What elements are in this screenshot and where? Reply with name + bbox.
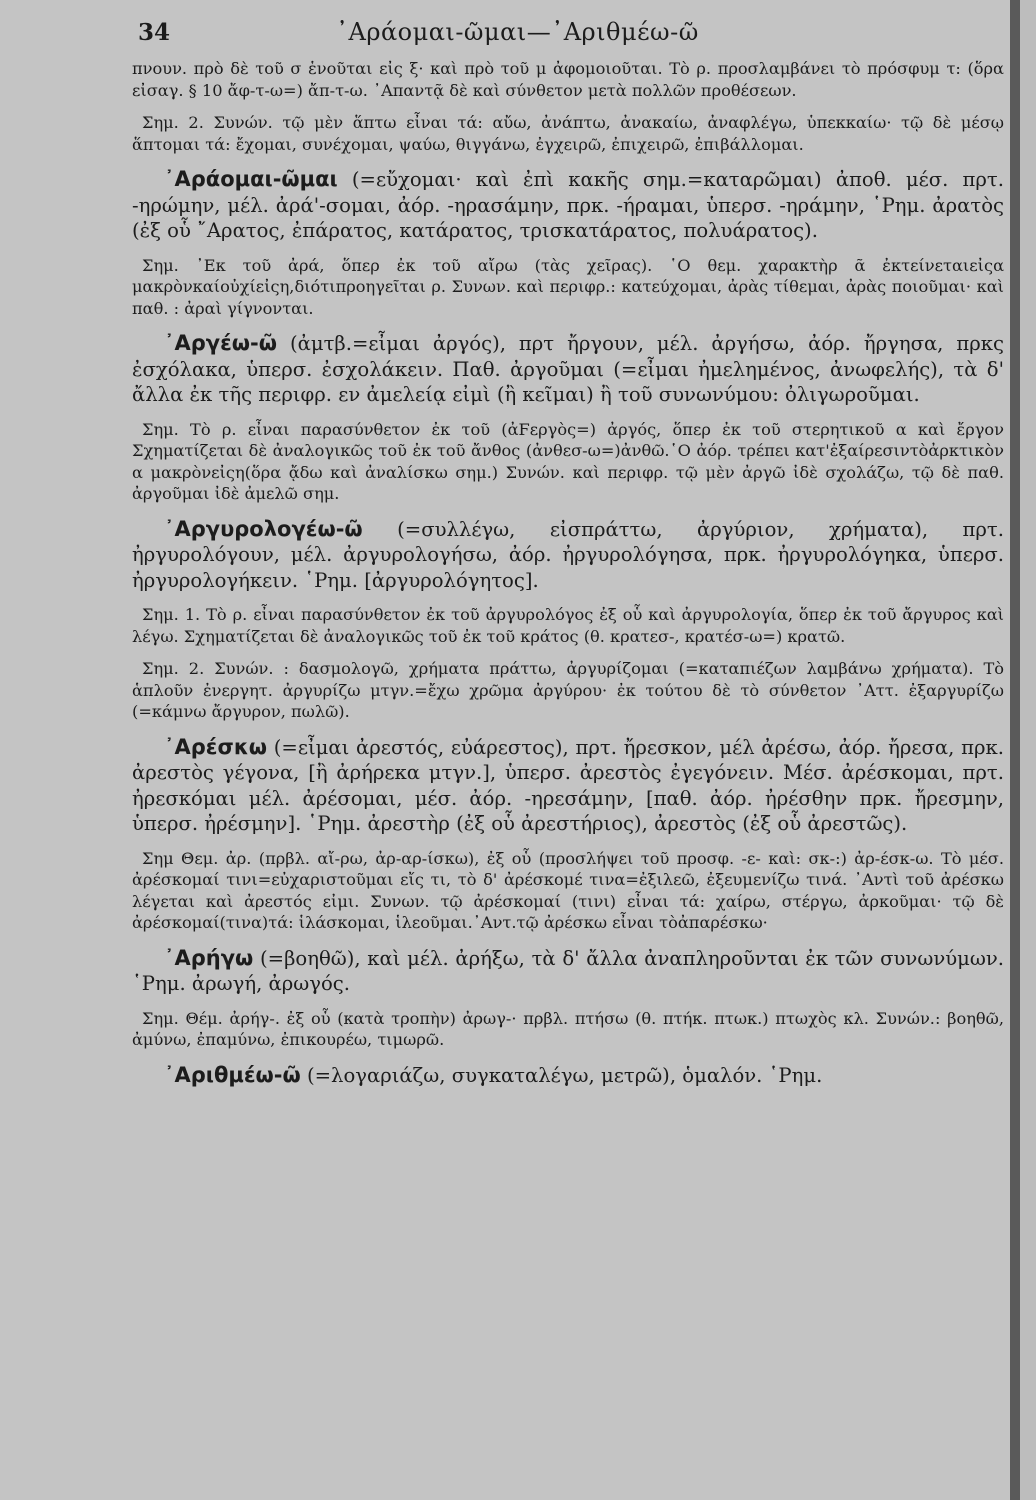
entry-headword: ᾿Αράομαι-ῶμαι: [164, 167, 338, 191]
entry-body: (=βοηθῶ), καὶ μέλ. ἀρήξω, τὰ δ' ἄλλα ἀναπληροῦνται ἐκ τῶν συνωνύμων. ῾Ρημ. ἀρωγή, ἀρωγός.: [132, 946, 1004, 995]
dictionary-entry: [132, 167, 1004, 244]
entry-body: (=συλλέγω, εἰσπράττω, ἀργύριον, χρήματα), πρτ. ἠργυρολόγουν, μέλ. ἀργυρολογήσω, ἀόρ. ἠργυρολόγησα, πρκ. ἠργυρολόγηκα, ὑπερσ. ἠργυρολογήκειν. ῾Ρημ. [ἀργυρολόγητος].: [132, 517, 1004, 592]
entry-body: (=εἶμαι ἀρεστός, εὐάρεστος), πρτ. ἤρεσκον, μέλ ἀρέσω, ἀόρ. ἤρεσα, πρκ. ἀρεστὸς γέγονα, [ἢ ἀρήρεκα μτγν.], ὑπερσ. ἀρεστὸς ἐγεγόνειν. Μέσ. ἀρέσκομαι, πρτ. ἠρεσκόμαι μέλ. ἀρέσομαι, μέσ. ἀόρ. -ηρεσάμην, [παθ. ἀόρ. ἠρέσθην πρκ. ἤρεσμην, ὑπερσ. ἠρέσμην]. ῾Ρημ. ἀρεστὴρ (ἐξ οὗ ἀρεστήριος), ἀρεστὸς (ἐξ οὗ ἀρεστῶς).: [132, 735, 1005, 835]
dictionary-entry: [132, 946, 1004, 997]
entry-body: (=λογαριάζω, συγκαταλέγω, μετρῶ), ὁμαλόν. ῾Ρημ.: [307, 1063, 823, 1087]
running-title: ᾿Αράομαι-ῶμαι—᾿Αριθμέω-ῶ: [336, 18, 699, 46]
page-header: [138, 18, 1004, 58]
note-paragraph: Σημ Θεμ. ἀρ. (πρβλ. αἴ-ρω, ἀρ-αρ-ίσκω), ἐξ οὗ (προσλήψει τοῦ προσφ. -ε- καὶ: σκ-:) ἀρ-έσκ-ω. Τὸ μέσ. ἀρέσκομαί τινι=εὐχαριστοῦμαι εἴς τι, τὸ δ' ἀρέσκομέ τινα=ἐξιλεῶ, ἐξευμενίζω τινά. ᾿Αντὶ τοῦ ἀρέσκω λέγεται καὶ ἀρεστός εἰμι. Συνων. τῷ ἀρέσκομαί (τινι) εἶναι τά: χαίρω, στέργω, ἀρκοῦμαι· τῷ δὲ ἀρέσκομαί(τινα)τά: ἱλάσκομαι, ἱλεοῦμαι.᾿Αντ.τῷ ἀρέσκω εἶναι τὸἀπαρέσκω·: [132, 848, 1004, 932]
dictionary-entry: [132, 1063, 1004, 1089]
note-paragraph: Σημ. Τὸ ρ. εἶναι παρασύνθετον ἐκ τοῦ (ἀϜεργὸς=) ἀργός, ὅπερ ἐκ τοῦ στερητικοῦ α καὶ ἔργον Σχηματίζεται δὲ ἀναλογικῶς τοῦ ἐκ τοῦ ἄνθος (ἀνθεσ-ω=)ἀνθῶ.῾Ο ἀόρ. τρέπει κατ'ἐξαίρεσιντὸἀρκτικὸν α μακρὸνεἰςη(ὅρα ᾄδω καὶ ἀναλίσκω σημ.) Συνών. καὶ περιφρ. τῷ μὲν ἀργῶ ἰδὲ σχολάζω, τῷ δὲ παθ. ἀργοῦμαι ἰδὲ ἀμελῶ σημ.: [132, 419, 1004, 503]
entry-body: (ἀμτβ.=εἶμαι ἀργός), πρτ ἤργουν, μέλ. ἀργήσω, ἀόρ. ἤργησα, πρκς ἐσχόλακα, ὑπερσ. ἐσχολάκειν. Παθ. ἀργοῦμαι (=εἶμαι ἠμελημένος, ἀνωφελής), τὰ δ' ἄλλα ἐκ τῆς περιφρ. εν ἀμελείᾳ εἰμὶ (ἢ κεῖμαι) ἢ τοῦ συνωνύμου: ὀλιγωροῦμαι.: [132, 332, 1004, 406]
entry-headword: ᾿Αργυρολογέω-ῶ: [164, 516, 363, 541]
note-paragraph: Σημ. ᾿Εκ τοῦ ἀρά, ὅπερ ἐκ τοῦ αἴρω (τὰς χεῖρας). ῾Ο θεμ. χαρακτὴρ ᾶ ἐκτείνεταιεἰςα μακρὸνκαίοὐχίεἰςη,διότιπροηγεῖται ρ. Συνων. καὶ περιφρ.: κατεύχομαι, ἀρὰς τίθεμαι, ἀρὰς ποιοῦμαι· καὶ παθ. : ἀραὶ γίγνονται.: [132, 255, 1004, 318]
entry-headword: ᾿Αριθμέω-ῶ: [164, 1062, 301, 1087]
note-paragraph: Σημ. 2. Συνών. τῷ μὲν ἅπτω εἶναι τά: αὔω, ἀνάπτω, ἀνακαίω, ἀναφλέγω, ὑπεκκαίω· τῷ δὲ μέσῳ ἅπτομαι τά: ἔχομαι, συνέχομαι, ψαύω, θιγγάνω, ἐγχειρῶ, ἐπιχειρῶ, ἐπιβάλλομαι.: [132, 113, 1004, 154]
note-paragraph: Σημ. 1. Τὸ ρ. εἶναι παρασύνθετον ἐκ τοῦ ἀργυρολόγος ἐξ οὗ καὶ ἀργυρολογία, ὅπερ ἐκ τοῦ ἄργυρος καὶ λέγω. Σχηματίζεται δὲ ἀναλογικῶς τοῦ ἐκ τοῦ κράτος (θ. κρατεσ-, κρατέσ-ω=) κρατῶ.: [132, 605, 1004, 646]
note-paragraph: Σημ. 2. Συνών. : δασμολογῶ, χρήματα πράττω, ἀργυρίζομαι (=καταπιέζων λαμβάνω χρήματα). Τὸ ἁπλοῦν ἐνεργητ. ἀργυρίζω μτγν.=ἔχω χρῶμα ἀργύρου· ἐκ τούτου δὲ τὸ σύνθετον ᾿Αττ. ἐξαργυρίζω (=κάμνω ἄργυρον, πωλῶ).: [132, 659, 1004, 721]
dictionary-entry: [132, 331, 1004, 408]
entry-headword: ᾿Αρέσκω: [164, 734, 268, 759]
dictionary-entry: [132, 735, 1004, 837]
note-paragraph: Σημ. Θέμ. ἀρήγ-. ἐξ οὗ (κατὰ τροπὴν) ἀρωγ-· πρβλ. πτήσω (θ. πτήκ. πτωκ.) πτωχὸς κλ. Συνών.: βοηθῶ, ἀμύνω, ἐπαμύνω, ἐπικουρέω, τιμωρῶ.: [132, 1008, 1004, 1049]
entry-body: (=εὔχομαι· καὶ ἐπὶ κακῆς σημ.=καταρῶμαι) ἀποθ. μέσ. πρτ. -ηρώμην, μέλ. ἀρά'-σομαι, ἀόρ. -ηρασάμην, πρκ. -ήραμαι, ὑπερσ. -ηράμην, ῾Ρημ. ἀρατὸς (ἐξ οὗ ῎Αρατος, ἐπάρατος, κατάρατος, τρισκατάρατος, πολυάρατος).: [132, 168, 1004, 242]
dictionary-entry: [132, 517, 1004, 594]
page-number: 34: [138, 19, 171, 46]
continuation-paragraph: πνουν. πρὸ δὲ τοῦ σ ἑνοῦται εἰς ξ· καὶ πρὸ τοῦ μ ἀφομοιοῦται. Τὸ ρ. προσλαμβάνει τὸ πρόσφυμ τ: (ὅρα εἰσαγ. § 10 ἄφ-τ-ω=) ἄπ-τ-ω. ᾿Απαντᾷ δὲ καὶ σύνθετον μετὰ πολλῶν προθέσεων.: [132, 59, 1004, 100]
entry-headword: ᾿Αρήγω: [164, 945, 254, 970]
entry-headword: ᾿Αργέω-ῶ: [164, 331, 277, 355]
